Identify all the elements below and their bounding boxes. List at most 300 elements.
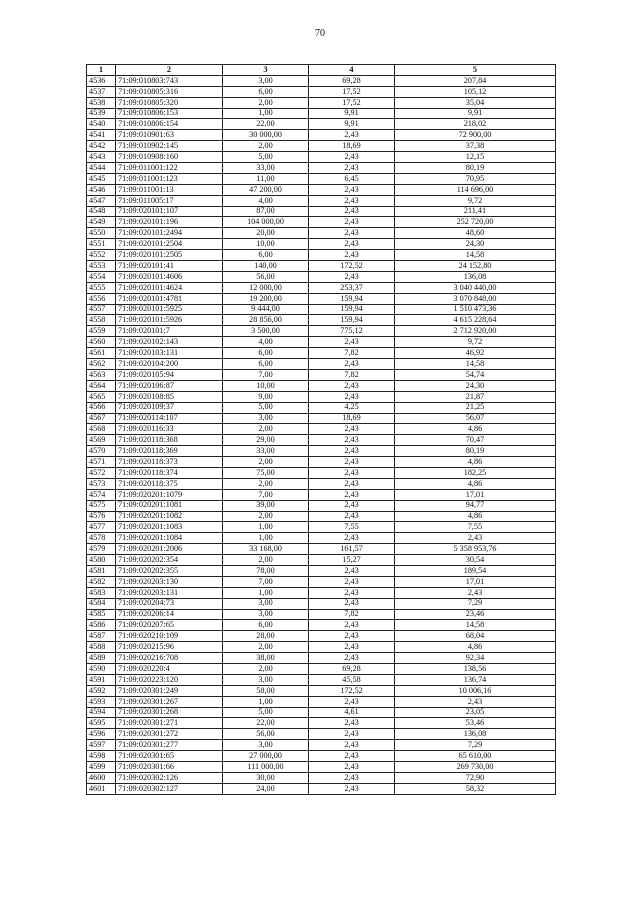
cadastral-number-cell: 71:09:020101:2494 [116,228,223,239]
rate-cell: 2,43 [309,446,395,457]
cadastral-number-cell: 71:09:010908:160 [116,152,223,163]
area-cell: 56,00 [223,271,309,282]
area-cell: 22,00 [223,119,309,130]
rate-cell: 775,12 [309,326,395,337]
amount-cell: 4,86 [395,478,556,489]
row-number-cell: 4549 [87,217,116,228]
amount-cell: 4,86 [395,424,556,435]
area-cell: 111 000,00 [223,762,309,773]
amount-cell: 23,05 [395,707,556,718]
area-cell: 28 856,00 [223,315,309,326]
row-number-cell: 4562 [87,359,116,370]
row-number-cell: 4597 [87,740,116,751]
row-number-cell: 4552 [87,250,116,261]
table-row [87,348,556,359]
row-number-cell: 4587 [87,631,116,642]
amount-cell: 30,54 [395,555,556,566]
rate-cell: 2,43 [309,130,395,141]
row-number-cell: 4559 [87,326,116,337]
amount-cell: 3 040 440,00 [395,282,556,293]
table-row [87,369,556,380]
table-row [87,108,556,119]
row-number-cell: 4538 [87,97,116,108]
row-number-cell: 4550 [87,228,116,239]
table-row [87,576,556,587]
table-row [87,271,556,282]
rate-cell: 2,43 [309,696,395,707]
table-row [87,598,556,609]
amount-cell: 23,46 [395,609,556,620]
amount-cell: 9,72 [395,337,556,348]
row-number-cell: 4547 [87,195,116,206]
cadastral-number-cell: 71:09:020101:4781 [116,293,223,304]
table-row [87,653,556,664]
amount-cell: 68,04 [395,631,556,642]
cadastral-number-cell: 71:09:020301:271 [116,718,223,729]
cadastral-number-cell: 71:09:020207:65 [116,620,223,631]
row-number-cell: 4543 [87,152,116,163]
area-cell: 10,00 [223,380,309,391]
area-cell: 33,00 [223,446,309,457]
rate-cell: 172,52 [309,261,395,272]
rate-cell: 2,43 [309,457,395,468]
amount-cell: 105,12 [395,86,556,97]
rate-cell: 2,43 [309,228,395,239]
cadastral-number-cell: 71:09:020206:14 [116,609,223,620]
rate-cell: 159,94 [309,304,395,315]
amount-cell: 46,92 [395,348,556,359]
cadastral-number-cell: 71:09:020116:33 [116,424,223,435]
rate-cell: 7,82 [309,369,395,380]
table-row [87,86,556,97]
cadastral-number-cell: 71:09:020302:127 [116,783,223,794]
row-number-cell: 4598 [87,751,116,762]
cadastral-number-cell: 71:09:020201:1082 [116,511,223,522]
row-number-cell: 4574 [87,489,116,500]
table-row [87,674,556,685]
area-cell: 4,00 [223,195,309,206]
column-header: 4 [309,65,395,76]
amount-cell: 7,29 [395,740,556,751]
rate-cell: 159,94 [309,293,395,304]
cadastral-number-cell: 71:09:020104:200 [116,359,223,370]
area-cell: 58,00 [223,685,309,696]
area-cell: 75,00 [223,467,309,478]
table-row [87,685,556,696]
area-cell: 12 000,00 [223,282,309,293]
rate-cell: 2,43 [309,751,395,762]
rate-cell: 2,43 [309,163,395,174]
amount-cell: 4,86 [395,642,556,653]
cadastral-number-cell: 71:09:011001:123 [116,173,223,184]
area-cell: 5,00 [223,707,309,718]
table-row [87,751,556,762]
amount-cell: 58,32 [395,783,556,794]
column-header: 1 [87,65,116,76]
rate-cell: 2,43 [309,718,395,729]
row-number-cell: 4541 [87,130,116,141]
row-number-cell: 4578 [87,533,116,544]
row-number-cell: 4599 [87,762,116,773]
area-cell: 3,00 [223,674,309,685]
rate-cell: 161,57 [309,544,395,555]
area-cell: 3 500,00 [223,326,309,337]
area-cell: 9,00 [223,391,309,402]
row-number-cell: 4590 [87,663,116,674]
area-cell: 24,00 [223,783,309,794]
table-row [87,228,556,239]
table-row [87,555,556,566]
table-row [87,359,556,370]
row-number-cell: 4577 [87,522,116,533]
cadastral-number-cell: 71:09:020101:196 [116,217,223,228]
rate-cell: 2,43 [309,653,395,664]
cadastral-number-cell: 71:09:010901:63 [116,130,223,141]
amount-cell: 189,54 [395,565,556,576]
row-number-cell: 4555 [87,282,116,293]
table-row [87,239,556,250]
area-cell: 7,00 [223,369,309,380]
row-number-cell: 4589 [87,653,116,664]
amount-cell: 4,86 [395,511,556,522]
rate-cell: 2,43 [309,195,395,206]
cadastral-number-cell: 71:09:020101:7 [116,326,223,337]
amount-cell: 136,08 [395,271,556,282]
amount-cell: 2,43 [395,587,556,598]
table-row [87,130,556,141]
cadastral-number-cell: 71:09:010806:154 [116,119,223,130]
area-cell: 2,00 [223,478,309,489]
table-row [87,500,556,511]
area-cell: 104 000,00 [223,217,309,228]
cadastral-number-cell: 71:09:020102:143 [116,337,223,348]
rate-cell: 2,43 [309,598,395,609]
amount-cell: 9,91 [395,108,556,119]
table-row [87,631,556,642]
area-cell: 30,00 [223,772,309,783]
table-row [87,195,556,206]
rate-cell: 2,43 [309,576,395,587]
table-row [87,380,556,391]
cadastral-number-cell: 71:09:020215:96 [116,642,223,653]
cadastral-number-cell: 71:09:020201:1079 [116,489,223,500]
amount-cell: 72 900,00 [395,130,556,141]
amount-cell: 2,43 [395,696,556,707]
cadastral-number-cell: 71:09:020108:85 [116,391,223,402]
cadastral-number-cell: 71:09:020201:1084 [116,533,223,544]
rate-cell: 17,52 [309,86,395,97]
row-number-cell: 4546 [87,184,116,195]
table-row [87,424,556,435]
table-row [87,783,556,794]
row-number-cell: 4593 [87,696,116,707]
amount-cell: 80,19 [395,446,556,457]
row-number-cell: 4570 [87,446,116,457]
rate-cell: 2,43 [309,783,395,794]
area-cell: 39,00 [223,500,309,511]
rate-cell: 2,43 [309,772,395,783]
area-cell: 2,00 [223,457,309,468]
area-cell: 1,00 [223,522,309,533]
row-number-cell: 4565 [87,391,116,402]
table-row [87,75,556,86]
area-cell: 28,00 [223,631,309,642]
row-number-cell: 4542 [87,141,116,152]
row-number-cell: 4588 [87,642,116,653]
row-number-cell: 4569 [87,435,116,446]
table-row [87,304,556,315]
row-number-cell: 4591 [87,674,116,685]
cadastral-number-cell: 71:09:020118:368 [116,435,223,446]
row-number-cell: 4556 [87,293,116,304]
rate-cell: 2,43 [309,424,395,435]
column-header: 2 [116,65,223,76]
row-number-cell: 4554 [87,271,116,282]
amount-cell: 5 358 953,76 [395,544,556,555]
area-cell: 27 000,00 [223,751,309,762]
rate-cell: 2,43 [309,239,395,250]
amount-cell: 56,07 [395,413,556,424]
cadastral-number-cell: 71:09:020201:2006 [116,544,223,555]
column-header: 5 [395,65,556,76]
row-number-cell: 4585 [87,609,116,620]
table-row [87,261,556,272]
cadastral-number-cell: 71:09:011005:17 [116,195,223,206]
cadastral-number-cell: 71:09:020105:94 [116,369,223,380]
table-row [87,282,556,293]
amount-cell: 7,55 [395,522,556,533]
amount-cell: 12,15 [395,152,556,163]
rate-cell: 2,43 [309,152,395,163]
rate-cell: 4,61 [309,707,395,718]
amount-cell: 35,04 [395,97,556,108]
area-cell: 2,00 [223,141,309,152]
rate-cell: 2,43 [309,478,395,489]
table-row [87,337,556,348]
table-row [87,696,556,707]
row-number-cell: 4561 [87,348,116,359]
rate-cell: 15,27 [309,555,395,566]
cadastral-number-cell: 71:09:020201:1081 [116,500,223,511]
table-row [87,522,556,533]
rate-cell: 69,28 [309,75,395,86]
table-row [87,163,556,174]
amount-cell: 80,19 [395,163,556,174]
area-cell: 6,00 [223,620,309,631]
cadastral-number-cell: 71:09:020301:249 [116,685,223,696]
amount-cell: 24 152,80 [395,261,556,272]
row-number-cell: 4582 [87,576,116,587]
table-row [87,587,556,598]
row-number-cell: 4571 [87,457,116,468]
table-row [87,402,556,413]
cadastral-number-cell: 71:09:020210:109 [116,631,223,642]
area-cell: 56,00 [223,729,309,740]
amount-cell: 7,29 [395,598,556,609]
cadastral-number-cell: 71:09:020101:107 [116,206,223,217]
cadastral-number-cell: 71:09:020101:41 [116,261,223,272]
cadastral-number-cell: 71:09:020202:355 [116,565,223,576]
table-row [87,315,556,326]
row-number-cell: 4540 [87,119,116,130]
table-row [87,609,556,620]
cadastral-number-cell: 71:09:020202:354 [116,555,223,566]
cadastral-number-cell: 71:09:020106:87 [116,380,223,391]
area-cell: 6,00 [223,250,309,261]
area-cell: 33,00 [223,163,309,174]
amount-cell: 24,30 [395,239,556,250]
table-row [87,119,556,130]
table-row [87,565,556,576]
row-number-cell: 4581 [87,565,116,576]
table-row [87,620,556,631]
cadastral-number-cell: 71:09:020301:277 [116,740,223,751]
row-number-cell: 4566 [87,402,116,413]
rate-cell: 4,25 [309,402,395,413]
rate-cell: 2,43 [309,533,395,544]
area-cell: 38,00 [223,653,309,664]
rate-cell: 2,43 [309,511,395,522]
rate-cell: 2,43 [309,489,395,500]
cadastral-number-cell: 71:09:011001:122 [116,163,223,174]
row-number-cell: 4564 [87,380,116,391]
area-cell: 3,00 [223,609,309,620]
row-number-cell: 4567 [87,413,116,424]
row-number-cell: 4594 [87,707,116,718]
cadastral-number-cell: 71:09:020118:374 [116,467,223,478]
row-number-cell: 4551 [87,239,116,250]
amount-cell: 17,01 [395,489,556,500]
cadastral-number-cell: 71:09:010902:145 [116,141,223,152]
table-row [87,663,556,674]
table-row [87,533,556,544]
rate-cell: 9,91 [309,108,395,119]
amount-cell: 4,86 [395,457,556,468]
table-body [87,75,556,794]
area-cell: 20,00 [223,228,309,239]
rate-cell: 6,45 [309,173,395,184]
rate-cell: 2,43 [309,631,395,642]
cadastral-number-cell: 71:09:020301:272 [116,729,223,740]
rate-cell: 2,43 [309,467,395,478]
rate-cell: 2,43 [309,250,395,261]
row-number-cell: 4539 [87,108,116,119]
cadastral-number-cell: 71:09:020301:267 [116,696,223,707]
amount-cell: 24,30 [395,380,556,391]
row-number-cell: 4576 [87,511,116,522]
rate-cell: 9,91 [309,119,395,130]
amount-cell: 54,74 [395,369,556,380]
table-row [87,718,556,729]
rate-cell: 2,43 [309,565,395,576]
row-number-cell: 4558 [87,315,116,326]
rate-cell: 7,82 [309,348,395,359]
amount-cell: 1 510 473,36 [395,304,556,315]
rate-cell: 2,43 [309,217,395,228]
cadastral-number-cell: 71:09:020118:375 [116,478,223,489]
row-number-cell: 4601 [87,783,116,794]
table-row [87,184,556,195]
area-cell: 2,00 [223,555,309,566]
amount-cell: 70,95 [395,173,556,184]
amount-cell: 92,34 [395,653,556,664]
rate-cell: 172,52 [309,685,395,696]
area-cell: 11,00 [223,173,309,184]
row-number-cell: 4557 [87,304,116,315]
row-number-cell: 4568 [87,424,116,435]
rate-cell: 2,43 [309,500,395,511]
table-row [87,391,556,402]
row-number-cell: 4575 [87,500,116,511]
area-cell: 87,00 [223,206,309,217]
row-number-cell: 4579 [87,544,116,555]
rate-cell: 45,58 [309,674,395,685]
amount-cell: 207,84 [395,75,556,86]
amount-cell: 2,43 [395,533,556,544]
rate-cell: 7,55 [309,522,395,533]
table-row [87,413,556,424]
row-number-cell: 4600 [87,772,116,783]
table-row [87,141,556,152]
cadastral-number-cell: 71:09:020101:4624 [116,282,223,293]
amount-cell: 65 610,00 [395,751,556,762]
area-cell: 3,00 [223,75,309,86]
cadastral-number-cell: 71:09:020114:107 [116,413,223,424]
amount-cell: 269 730,00 [395,762,556,773]
area-cell: 10,00 [223,239,309,250]
cadastral-number-cell: 71:09:020216:708 [116,653,223,664]
area-cell: 9 444,00 [223,304,309,315]
row-number-cell: 4586 [87,620,116,631]
rate-cell: 253,37 [309,282,395,293]
cadastral-number-cell: 71:09:010803:743 [116,75,223,86]
table-row [87,729,556,740]
table-row [87,293,556,304]
amount-cell: 37,38 [395,141,556,152]
cadastral-number-cell: 71:09:020109:37 [116,402,223,413]
area-cell: 1,00 [223,533,309,544]
rate-cell: 2,43 [309,359,395,370]
area-cell: 47 200,00 [223,184,309,195]
area-cell: 2,00 [223,424,309,435]
rate-cell: 2,43 [309,184,395,195]
cadastral-number-cell: 71:09:010806:153 [116,108,223,119]
amount-cell: 21,25 [395,402,556,413]
rate-cell: 2,43 [309,587,395,598]
table-row [87,772,556,783]
amount-cell: 53,46 [395,718,556,729]
area-cell: 2,00 [223,642,309,653]
table-row [87,457,556,468]
amount-cell: 10 006,16 [395,685,556,696]
table-row [87,217,556,228]
area-cell: 6,00 [223,348,309,359]
row-number-cell: 4592 [87,685,116,696]
row-number-cell: 4553 [87,261,116,272]
cadastral-number-cell: 71:09:011001:13 [116,184,223,195]
cadastral-number-cell: 71:09:020101:2504 [116,239,223,250]
rate-cell: 18,69 [309,413,395,424]
row-number-cell: 4583 [87,587,116,598]
amount-cell: 48,60 [395,228,556,239]
rate-cell: 7,82 [309,609,395,620]
amount-cell: 138,56 [395,663,556,674]
area-cell: 140,00 [223,261,309,272]
area-cell: 19 200,00 [223,293,309,304]
amount-cell: 3 070 848,00 [395,293,556,304]
area-cell: 5,00 [223,152,309,163]
area-cell: 30 000,00 [223,130,309,141]
